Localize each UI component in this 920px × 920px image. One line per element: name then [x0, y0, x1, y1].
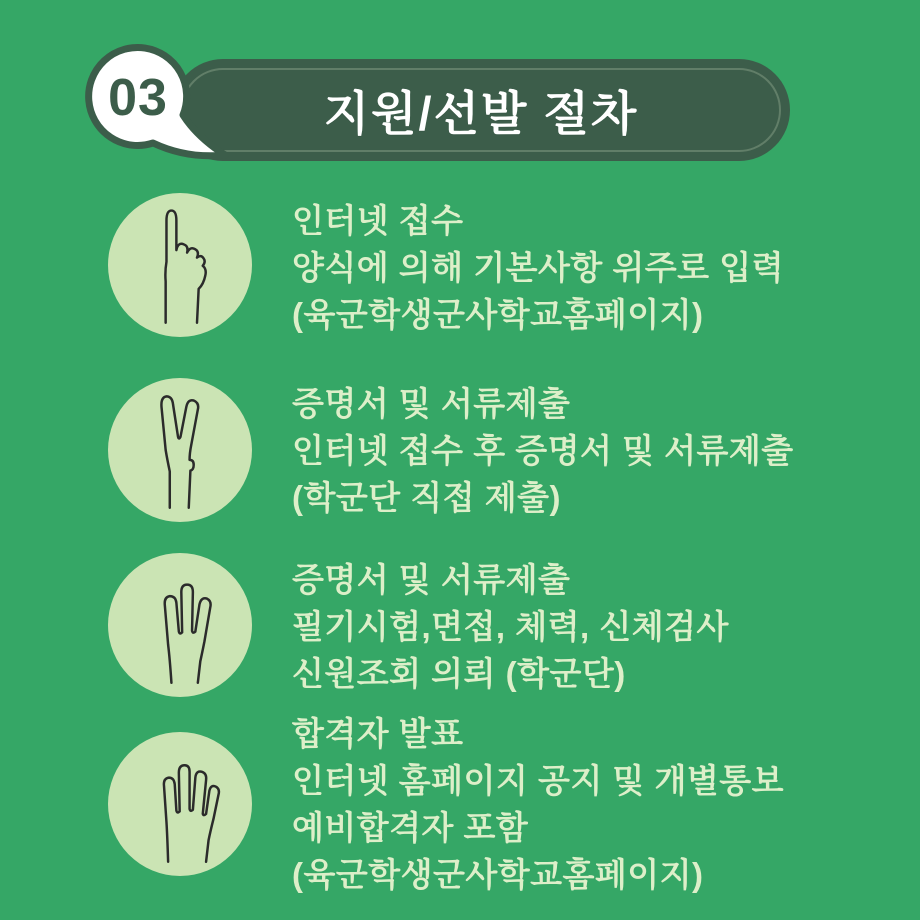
step-detail: 필기시험,면접, 체력, 신체검사 [292, 608, 729, 645]
step-detail: 신원조회 의뢰 (학군단) [292, 655, 626, 692]
step-detail: 인터넷 접수 후 증명서 및 서류제출 [292, 432, 794, 469]
step-3-text [292, 556, 729, 697]
step-title: 합격자 발표 [292, 715, 464, 752]
step-2-icon-circle [108, 378, 252, 522]
hand-four-fingers-icon [133, 738, 228, 870]
step-1-icon-circle [108, 193, 252, 337]
page-title: 지원/선발 절차 [323, 86, 639, 140]
title-banner [172, 59, 790, 161]
step-1-text [292, 197, 784, 338]
step-detail: (학군단 직접 제출) [292, 479, 561, 516]
hand-two-fingers-icon [133, 384, 228, 516]
step-detail: 양식에 의해 기본사항 위주로 입력 [292, 249, 784, 286]
step-title: 증명서 및 서류제출 [292, 561, 571, 598]
step-4-icon-circle [108, 732, 252, 876]
step-detail: 예비합격자 포함 [292, 809, 529, 846]
step-detail: (육군학생군사학교홈페이지) [292, 296, 704, 333]
step-title: 인터넷 접수 [292, 202, 464, 239]
step-detail: (육군학생군사학교홈페이지) [292, 856, 704, 893]
step-detail: 인터넷 홈페이지 공지 및 개별통보 [292, 762, 784, 799]
step-2-text [292, 380, 794, 521]
step-title: 증명서 및 서류제출 [292, 385, 571, 422]
step-number-badge [77, 37, 247, 177]
step-3-icon-circle [108, 553, 252, 697]
step-4-text [292, 710, 784, 898]
hand-three-fingers-icon [133, 559, 228, 691]
hand-one-finger-icon [133, 199, 228, 331]
badge-number: 03 [108, 69, 168, 127]
